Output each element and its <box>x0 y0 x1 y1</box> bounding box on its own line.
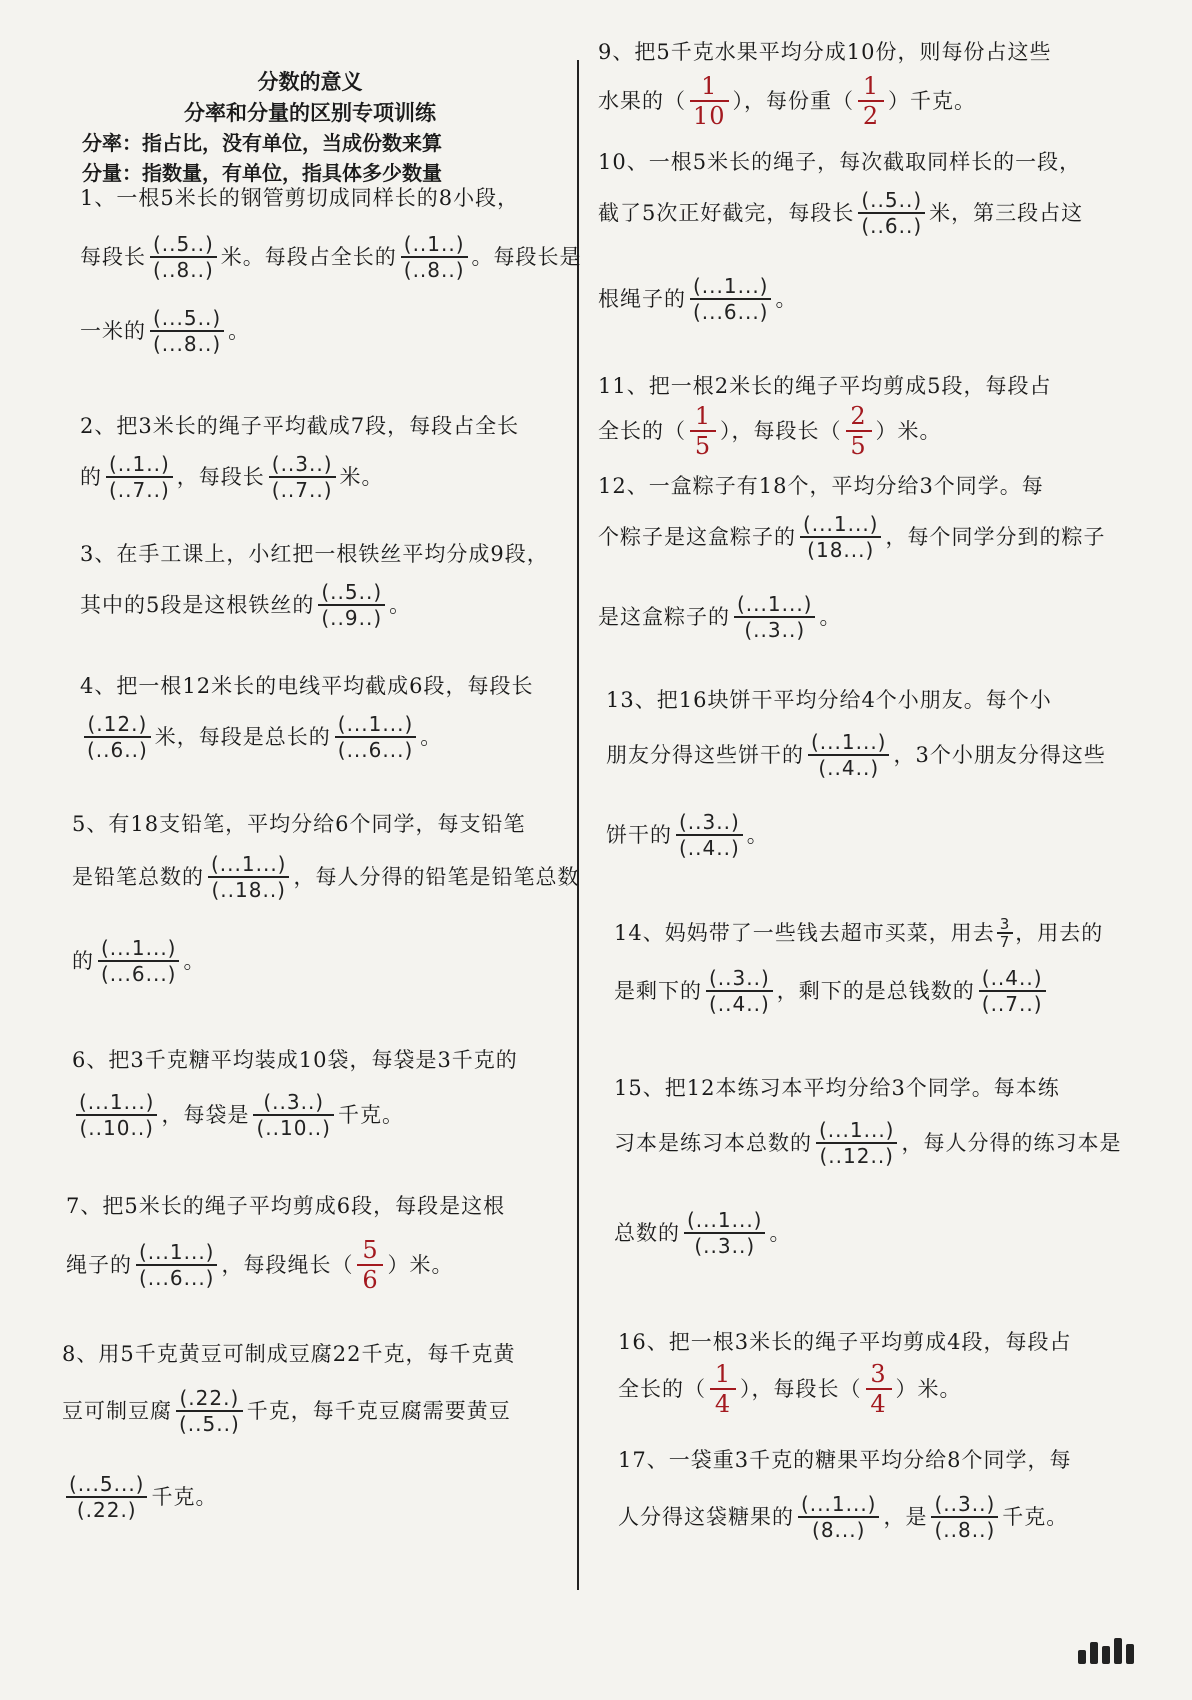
fraction-denominator: 4 <box>870 1390 887 1418</box>
definition-quantity-term: 分量： <box>82 161 142 185</box>
q16-text-b: ），每段长（ <box>740 1377 862 1401</box>
fraction-numerator: (...1...) <box>811 730 887 754</box>
fraction-denominator: (..4..) <box>679 836 740 860</box>
q10-text-d: 。 <box>775 287 798 311</box>
q13-answer-fraction-2 <box>676 810 743 860</box>
fraction-numerator: 1 <box>694 402 712 430</box>
fraction-numerator: (...5...) <box>69 1472 145 1496</box>
q17-text-b: ，是 <box>883 1505 928 1529</box>
q16-line1: 16、把一根3米长的绳子平均剪成4段，每段占 <box>618 1330 1072 1354</box>
fraction-numerator: (..3..) <box>263 1090 325 1114</box>
q2-line1: 2、把3米长的绳子平均截成7段，每段占全长 <box>80 414 520 438</box>
q13-text-a: 朋友分得这些饼干的 <box>606 743 804 767</box>
q4-answer-fraction-2 <box>335 712 416 762</box>
q6-answer-fraction-1 <box>76 1090 157 1140</box>
q8-line1: 8、用5千克黄豆可制成豆腐22千克，每千克黄 <box>62 1342 516 1366</box>
q9-handwritten-answer-2 <box>858 72 884 130</box>
q15-text-b: ，每人分得的练习本是 <box>901 1131 1122 1155</box>
q2-answer-fraction-2 <box>269 452 336 502</box>
fraction-numerator: (...1...) <box>819 1118 895 1142</box>
q2-text-c: 米。 <box>339 465 384 489</box>
q15-text-d: 。 <box>769 1221 792 1245</box>
fraction-denominator: 2 <box>862 102 880 130</box>
fraction-numerator: (..3..) <box>679 810 740 834</box>
q12-answer-fraction-1 <box>800 512 881 562</box>
q14-text-a: 14、妈妈带了一些钱去超市买菜，用去 <box>614 921 995 945</box>
q11-handwritten-answer-1 <box>690 402 716 460</box>
q5-text-d: 。 <box>183 949 206 973</box>
q10-answer-fraction-1 <box>858 188 925 238</box>
fraction-denominator: (..3..) <box>694 1234 756 1258</box>
fraction-numerator: 5 <box>362 1236 379 1264</box>
fraction-numerator: 1 <box>701 72 718 100</box>
q5-answer-fraction-2 <box>98 936 179 986</box>
q1-text-d: 一米的 <box>80 319 146 343</box>
fraction-denominator: 5 <box>694 432 712 460</box>
fraction-denominator: (..4..) <box>709 992 770 1016</box>
q12-text-b: ，每个同学分到的粽子 <box>885 525 1106 549</box>
fraction-numerator: (.12.) <box>87 712 148 736</box>
fraction-denominator: (..7..) <box>271 478 333 502</box>
fraction-denominator: (..6..) <box>87 738 148 762</box>
fraction-denominator: (..8..) <box>153 258 214 282</box>
q2-answer-fraction-1 <box>106 452 173 502</box>
q17-line1: 17、一袋重3千克的糖果平均分给8个同学，每 <box>618 1448 1072 1472</box>
q1-text-a: 每段长 <box>80 245 146 269</box>
q14-printed-fraction <box>997 916 1014 950</box>
q1-answer-fraction-1 <box>150 232 217 282</box>
q12-line1: 12、一盒粽子有18个，平均分给3个同学。每 <box>598 474 1044 498</box>
fraction-denominator: 4 <box>714 1390 732 1418</box>
q3-line1: 3、在手工课上，小红把一根铁丝平均分成9段， <box>80 542 549 566</box>
q12-answer-fraction-2 <box>734 592 815 642</box>
fraction-denominator: (...6...) <box>139 1266 215 1290</box>
q4-text-b: 。 <box>420 725 443 749</box>
question-10 <box>598 148 1083 324</box>
q1-line1: 1、一根5米长的钢管剪切成同样长的8小段， <box>80 186 520 210</box>
q10-line1: 10、一根5米长的绳子，每次截取同样长的一段， <box>598 150 1082 174</box>
fraction-denominator: (..7..) <box>981 992 1043 1016</box>
q14-text-d: ，剩下的是总钱数的 <box>776 979 975 1003</box>
fraction-numerator: (..3..) <box>709 966 770 990</box>
fraction-numerator: (...1...) <box>687 1208 763 1232</box>
definition-rate-term: 分率： <box>82 131 142 155</box>
fraction-numerator: (..5..) <box>321 580 383 604</box>
q17-answer-fraction-2 <box>931 1492 998 1542</box>
q6-line1: 6、把3千克糖平均装成10袋，每袋是3千克的 <box>72 1048 518 1072</box>
question-1 <box>80 184 582 356</box>
fraction-denominator: 5 <box>850 432 867 460</box>
q8-text-a: 豆可制豆腐 <box>62 1399 172 1423</box>
q10-answer-fraction-2 <box>690 274 771 324</box>
fraction-denominator: (..5..) <box>179 1412 240 1436</box>
q4-text-a: 米，每段是总长的 <box>154 725 331 749</box>
fraction-denominator: (..8..) <box>403 258 465 282</box>
q15-answer-fraction-2 <box>684 1208 765 1258</box>
q15-text-c: 总数的 <box>614 1221 680 1245</box>
question-12 <box>598 472 1105 642</box>
q8-text-b: 千克，每千克豆腐需要黄豆 <box>246 1399 511 1423</box>
fraction-denominator: (..12..) <box>819 1144 894 1168</box>
q10-text-a: 截了5次正好截完，每段长 <box>598 201 855 225</box>
fraction-numerator: (.22.) <box>179 1386 240 1410</box>
fraction-denominator: (..7..) <box>109 478 170 502</box>
q9-text-c: ）千克。 <box>888 89 977 113</box>
q3-text-a: 其中的5段是这根铁丝的 <box>80 593 315 617</box>
fraction-numerator: (..3..) <box>271 452 333 476</box>
definition-rate-text: 指占比，没有单位，当成份数来算 <box>142 131 442 155</box>
q3-answer-fraction-1 <box>318 580 385 630</box>
fraction-numerator: 3 <box>870 1360 887 1388</box>
q1-answer-fraction-2 <box>401 232 468 282</box>
fraction-numerator: (..5..) <box>861 188 923 212</box>
q15-answer-fraction-1 <box>816 1118 897 1168</box>
q1-text-b: 米。每段占全长的 <box>220 245 397 269</box>
q6-text-b: 千克。 <box>337 1103 404 1127</box>
q7-answer-fraction-1 <box>136 1240 217 1290</box>
fraction-denominator: (..4..) <box>818 756 880 780</box>
question-8 <box>62 1340 515 1522</box>
q14-answer-fraction-1 <box>706 966 773 1016</box>
q2-text-b: ，每段长 <box>176 465 265 489</box>
fraction-denominator: (..3..) <box>744 618 806 642</box>
q8-answer-fraction-2 <box>66 1472 147 1522</box>
q17-text-a: 人分得这袋糖果的 <box>618 1505 794 1529</box>
q3-text-b: 。 <box>389 593 412 617</box>
question-16 <box>618 1328 1071 1418</box>
fraction-denominator: (..9..) <box>321 606 383 630</box>
q5-text-c: 的 <box>72 949 94 973</box>
fraction-numerator: (...1...) <box>79 1090 155 1114</box>
fraction-denominator: (..10..) <box>79 1116 154 1140</box>
q4-answer-fraction-1 <box>84 712 151 762</box>
q7-handwritten-answer <box>357 1236 383 1294</box>
q13-text-d: 。 <box>746 823 769 847</box>
question-7 <box>66 1192 505 1294</box>
q1-text-c: 。每段长是 <box>471 245 582 269</box>
q10-text-b: 米，第三段占这 <box>929 201 1084 225</box>
fraction-numerator: (...1...) <box>337 712 414 736</box>
fraction-denominator: 10 <box>693 102 726 130</box>
fraction-denominator: (...6...) <box>101 962 177 986</box>
question-2 <box>80 412 519 502</box>
q13-text-b: ，3个小朋友分得这些 <box>893 743 1106 767</box>
watermark-bars-icon <box>1078 1638 1134 1664</box>
q5-answer-fraction-1 <box>208 852 289 902</box>
q13-text-c: 饼干的 <box>606 823 672 847</box>
q15-text-a: 习本是练习本总数的 <box>614 1131 812 1155</box>
question-4 <box>80 672 533 762</box>
fraction-numerator: 1 <box>862 72 880 100</box>
q14-text-c: 是剩下的 <box>614 979 702 1003</box>
q16-handwritten-answer-2 <box>866 1360 892 1418</box>
q14-answer-fraction-2 <box>979 966 1046 1016</box>
q7-line1: 7、把5米长的绳子平均剪成6段，每段是这根 <box>66 1194 506 1218</box>
fraction-numerator: (...1...) <box>139 1240 215 1264</box>
fraction-numerator: (..4..) <box>981 966 1043 990</box>
fraction-numerator: (...1...) <box>803 512 879 536</box>
fraction-numerator: (...1...) <box>737 592 813 616</box>
q5-line1: 5、有18支铅笔，平均分给6个同学，每支铅笔 <box>72 812 526 836</box>
q12-text-d: 。 <box>819 605 842 629</box>
fraction-denominator: 6 <box>362 1266 379 1294</box>
fraction-numerator: (...1...) <box>211 852 287 876</box>
q11-line1: 11、把一根2米长的绳子平均剪成5段，每段占 <box>598 374 1052 398</box>
q6-answer-fraction-2 <box>253 1090 333 1140</box>
fraction-denominator: (...6...) <box>337 738 414 762</box>
q11-handwritten-answer-2 <box>846 402 872 460</box>
fraction-denominator: (..10..) <box>256 1116 331 1140</box>
fraction-numerator: 3 <box>999 915 1011 933</box>
q4-line1: 4、把一根12米长的电线平均截成6段，每段长 <box>80 674 534 698</box>
q16-text-c: ）米。 <box>895 1377 962 1401</box>
definition-rate <box>60 128 560 158</box>
q9-line1: 9、把5千克水果平均分成10份，则每份占这些 <box>598 40 1052 64</box>
worksheet-subtitle: 分率和分量的区别专项训练 <box>184 100 436 125</box>
q12-text-a: 个粽子是这盒粽子的 <box>598 525 796 549</box>
fraction-numerator: 1 <box>714 1360 732 1388</box>
fraction-denominator: 7 <box>999 933 1011 951</box>
fraction-denominator: (...8..) <box>153 332 222 356</box>
q14-text-b: ，用去的 <box>1015 921 1104 945</box>
question-6 <box>72 1046 518 1140</box>
q1-text-e: 。 <box>228 319 251 343</box>
worksheet-title: 分数的意义 <box>257 69 363 94</box>
q7-text-b: ，每段绳长（ <box>221 1253 354 1277</box>
fraction-denominator: (..18..) <box>211 878 286 902</box>
fraction-numerator: 2 <box>850 402 867 430</box>
question-14 <box>614 916 1103 1016</box>
worksheet-header <box>60 66 560 188</box>
fraction-numerator: (...1...) <box>101 936 177 960</box>
fraction-denominator: (...6...) <box>693 300 769 324</box>
q2-text-a: 的 <box>80 465 102 489</box>
q17-answer-fraction-1 <box>798 1492 879 1542</box>
question-17 <box>618 1446 1071 1542</box>
fraction-denominator: (8...) <box>812 1518 866 1542</box>
fraction-numerator: (...1...) <box>801 1492 877 1516</box>
q9-text-b: ），每份重（ <box>732 89 855 113</box>
q16-handwritten-answer-1 <box>710 1360 736 1418</box>
fraction-numerator: (..1..) <box>403 232 465 256</box>
q11-text-b: ），每段长（ <box>720 419 842 443</box>
q11-text-a: 全长的（ <box>598 419 686 443</box>
q5-text-a: 是铅笔总数的 <box>72 865 204 889</box>
question-5 <box>72 810 579 986</box>
fraction-denominator: (.22.) <box>76 1498 137 1522</box>
q17-text-c: 千克。 <box>1002 1505 1069 1529</box>
q11-text-c: ）米。 <box>875 419 942 443</box>
q13-line1: 13、把16块饼干平均分给4个小朋友。每个小 <box>606 688 1052 712</box>
q7-text-a: 绳子的 <box>66 1253 132 1277</box>
fraction-numerator: (...1...) <box>693 274 769 298</box>
q7-text-c: ）米。 <box>387 1253 454 1277</box>
question-9 <box>598 38 1051 130</box>
q8-text-c: 千克。 <box>151 1485 218 1509</box>
q8-answer-fraction-1 <box>176 1386 243 1436</box>
q9-text-a: 水果的（ <box>598 89 686 113</box>
q13-answer-fraction-1 <box>808 730 889 780</box>
fraction-denominator: (..8..) <box>934 1518 996 1542</box>
fraction-numerator: (..1..) <box>109 452 170 476</box>
fraction-denominator: (..6..) <box>861 214 923 238</box>
q15-line1: 15、把12本练习本平均分给3个同学。每本练 <box>614 1076 1060 1100</box>
definition-quantity-text: 指数量，有单位，指具体多少数量 <box>142 161 442 185</box>
q1-answer-fraction-3 <box>150 306 224 356</box>
fraction-numerator: (..5..) <box>153 232 214 256</box>
fraction-denominator: (18...) <box>807 538 875 562</box>
question-13 <box>606 686 1106 860</box>
fraction-numerator: (...5..) <box>153 306 222 330</box>
q16-text-a: 全长的（ <box>618 1377 706 1401</box>
q6-text-a: ，每袋是 <box>161 1103 250 1127</box>
q9-handwritten-answer-1 <box>690 72 729 130</box>
q12-text-c: 是这盒粽子的 <box>598 605 730 629</box>
question-11 <box>598 372 1051 460</box>
q5-text-b: ，每人分得的铅笔是铅笔总数 <box>293 865 580 889</box>
fraction-numerator: (..3..) <box>934 1492 996 1516</box>
question-3 <box>80 540 549 630</box>
question-15 <box>614 1074 1121 1258</box>
q10-text-c: 根绳子的 <box>598 287 686 311</box>
